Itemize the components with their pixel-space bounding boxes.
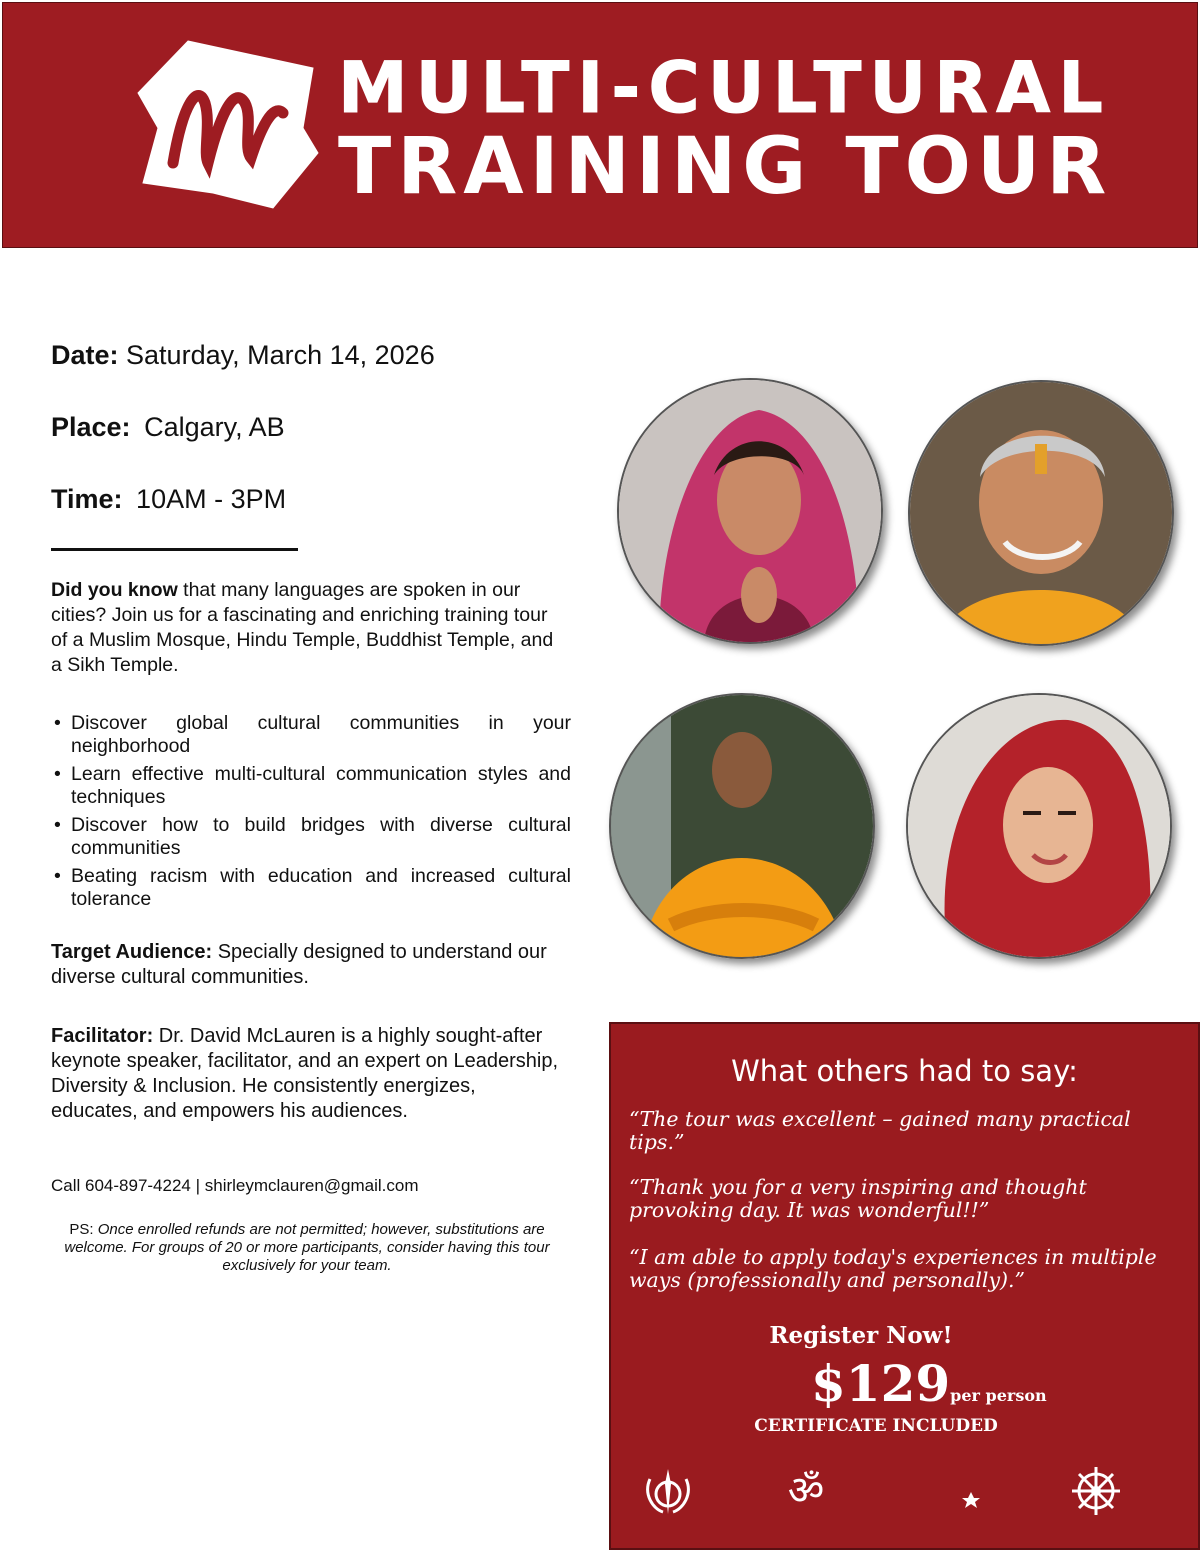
testimonials-title: What others had to say: (731, 1054, 1078, 1088)
audience-label: Target Audience: (51, 941, 213, 963)
title-line-2: TRAINING TOUR (338, 122, 1113, 212)
place-label: Place: (51, 412, 131, 442)
audience-paragraph (51, 940, 561, 990)
facilitator-label: Facilitator: (51, 1025, 154, 1047)
facilitator-paragraph (51, 1024, 566, 1124)
photo-hindu-man (908, 380, 1174, 646)
photo-woman-bride (617, 378, 883, 644)
intro-lead: Did you know (51, 579, 178, 601)
time-label: Time: (51, 484, 123, 514)
place-value: Calgary, AB (144, 412, 285, 442)
divider (51, 548, 298, 551)
price (811, 1354, 1047, 1413)
list-item: • Beating racism with education and increased cultural tolerance (51, 865, 571, 911)
intro-text: that many languages are spoken in our cities? Join us for a fascinating and enriching training tour of a Muslim Mosque, Hindu Temple, Buddhist Temple, and a Sikh Temple. (51, 579, 554, 676)
header-banner (2, 2, 1198, 248)
time-value: 10AM - 3PM (136, 484, 287, 514)
ps-text: Once enrolled refunds are not permitted; however, substitutions are welcome. For groups of 20 or more participants, consider having this tour exclusively for your team. (64, 1221, 550, 1274)
om-icon: ॐ (787, 1469, 825, 1513)
khanda-icon (638, 1464, 698, 1519)
logo-icon (133, 33, 323, 213)
time-line (51, 484, 286, 515)
benefits-list (51, 712, 571, 916)
testimonial-quote: “Thank you for a very inspiring and thought provoking day. It was wonderful!!” (629, 1175, 1087, 1222)
place-line (51, 412, 285, 443)
register-now-button[interactable]: Register Now! (769, 1322, 953, 1349)
photo-muslim-woman (906, 693, 1172, 959)
date-label: Date: (51, 340, 119, 370)
price-amount: $129 (811, 1354, 951, 1413)
intro-paragraph (51, 578, 561, 678)
title-line-1: MULTI-CULTURAL (338, 47, 1111, 129)
facilitator-text: Dr. David McLauren is a highly sought-after keynote speaker, facilitator, and an expert on Leadership, Diversity & Inclusion. He consistently energizes, educates, and empowers his audiences. (51, 1025, 559, 1122)
dharma-wheel-icon (1066, 1464, 1126, 1519)
price-unit: per person (950, 1386, 1047, 1405)
crescent-star-icon (929, 1464, 989, 1519)
list-item: • Discover global cultural communities in your neighborhood (51, 712, 571, 758)
list-item: • Learn effective multi-cultural communication styles and techniques (51, 763, 571, 809)
date-value: Saturday, March 14, 2026 (126, 340, 435, 370)
date-line (51, 340, 435, 371)
testimonials-panel (609, 1022, 1200, 1550)
testimonial-quote: “I am able to apply today's experiences in multiple ways (professionally and personally).” (629, 1245, 1157, 1292)
testimonial-quote: “The tour was excellent – gained many practical tips.” (629, 1107, 1131, 1154)
list-item: • Discover how to build bridges with diverse cultural communities (51, 814, 571, 860)
audience-text: Specially designed to understand our diverse cultural communities. (51, 941, 547, 988)
ps-lead: PS: (69, 1221, 94, 1238)
contact-info: Call 604-897-4224 | shirleymclauren@gmail.com (51, 1176, 419, 1195)
ps-note (51, 1221, 563, 1275)
certificate-note: CERTIFICATE INCLUDED (754, 1416, 998, 1436)
photo-buddhist-monk (609, 693, 875, 959)
